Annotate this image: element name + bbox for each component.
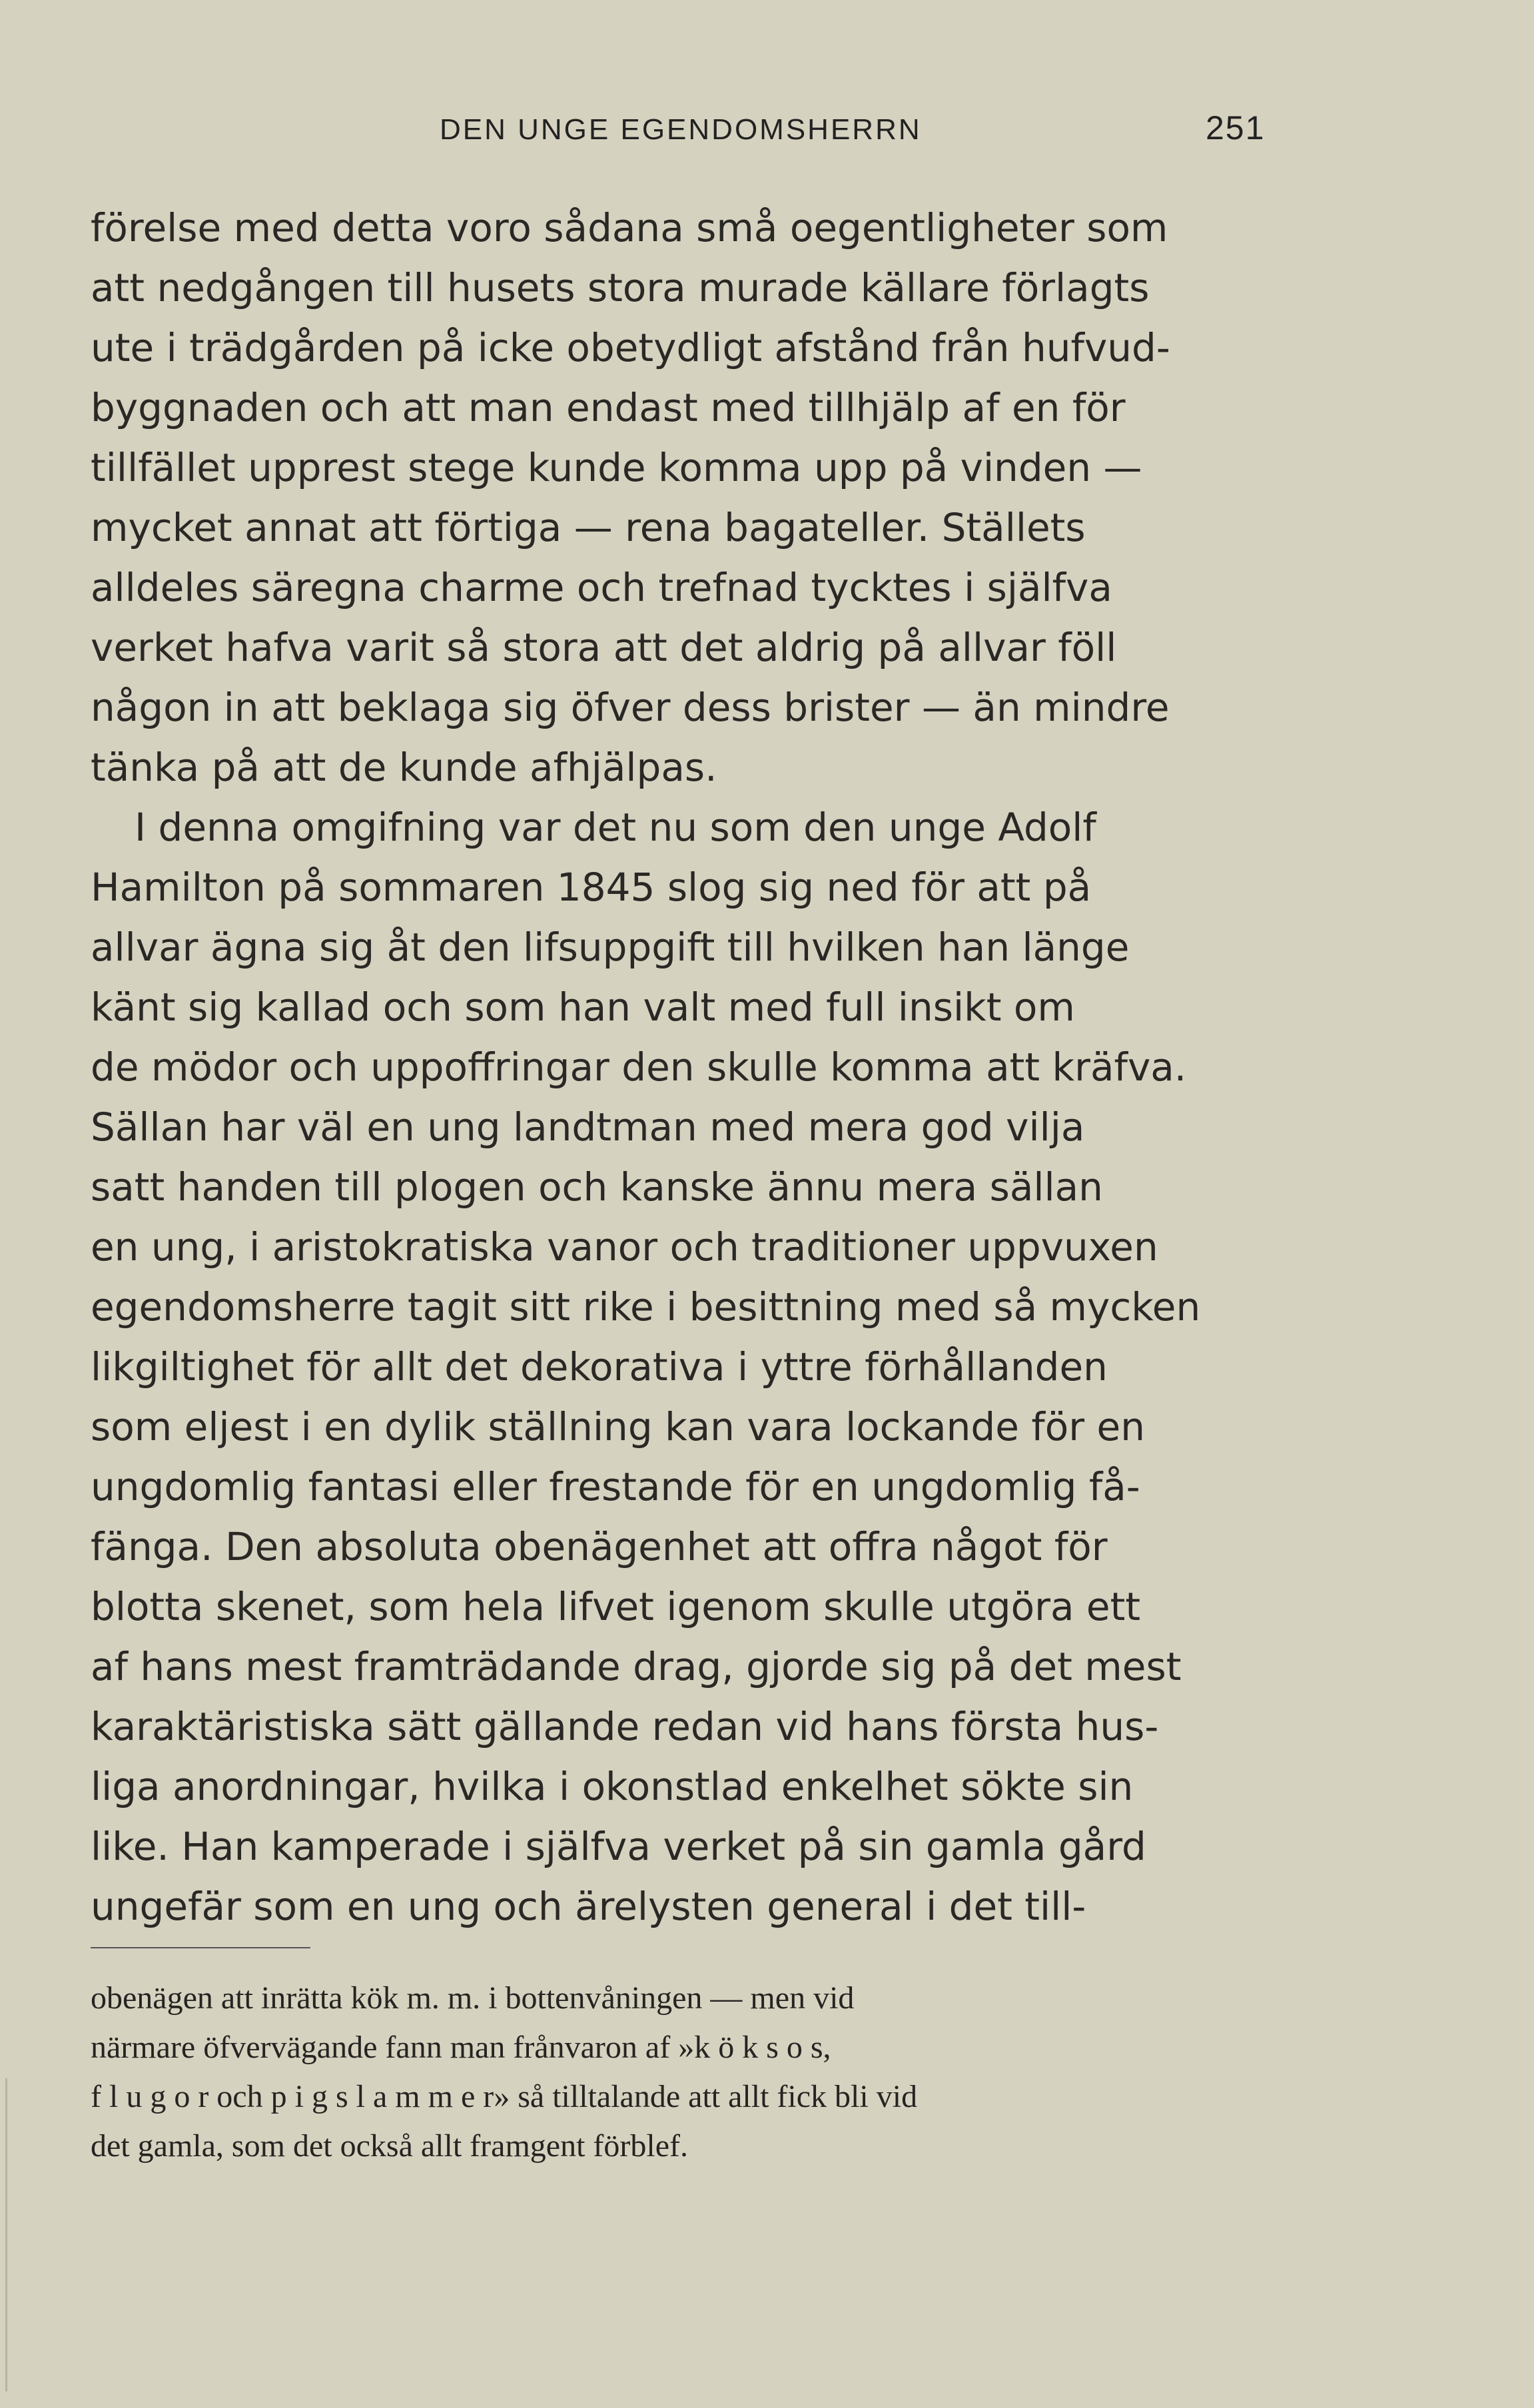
body-line: ungefär som en ung och ärelysten general i det till- [91, 1884, 1086, 1929]
body-line: att nedgången till husets stora murade källare förlagts [91, 265, 1150, 310]
body-line: fänga. Den absoluta obenägenhet att offra något för [91, 1524, 1108, 1569]
body-line: känt sig kallad och som han valt med full insikt om [91, 985, 1075, 1030]
footnote-line: det gamla, som det också allt framgent förblef. [91, 2128, 689, 2164]
body-line: egendomsherre tagit sitt rike i besittning med så mycken [91, 1284, 1201, 1330]
body-text [91, 198, 1290, 1936]
footnote [91, 1974, 1290, 2171]
body-line: tillfället upprest stege kunde komma upp på vinden — [91, 445, 1142, 490]
body-line: like. Han kamperade i själfva verket på sin gamla gård [91, 1824, 1146, 1869]
body-line: tänka på att de kunde afhjälpas. [91, 745, 717, 790]
body-line: förelse med detta voro sådana små oegentligheter som [91, 205, 1168, 250]
body-line: en ung, i aristokratiska vanor och traditioner uppvuxen [91, 1224, 1158, 1270]
body-line: af hans mest framträdande drag, gjorde sig på det mest [91, 1644, 1182, 1689]
body-line: alldeles säregna charme och trefnad tycktes i själfva [91, 565, 1112, 610]
body-line: liga anordningar, hvilka i okonstlad enkelhet sökte sin [91, 1764, 1134, 1809]
page-edge-mark [5, 2078, 7, 2391]
body-line: Hamilton på sommaren 1845 slog sig ned för att på [91, 865, 1092, 910]
body-line: de mödor och uppoffringar den skulle komma att kräfva. [91, 1044, 1187, 1090]
footnote-line: obenägen att inrätta kök m. m. i bottenvåningen — men vid [91, 1980, 855, 2016]
footnote-divider [91, 1947, 310, 1948]
body-line: verket hafva varit så stora att det aldrig på allvar föll [91, 625, 1117, 670]
running-head: DEN UNGE EGENDOMSHERRN [440, 113, 922, 146]
body-line: ungdomlig fantasi eller frestande för en ungdomlig få- [91, 1464, 1140, 1509]
body-line: mycket annat att förtiga — rena bagateller. Ställets [91, 505, 1086, 550]
body-line: byggnaden och att man endast med tillhjälp af en för [91, 385, 1126, 430]
body-line: satt handen till plogen och kanske ännu mera sällan [91, 1164, 1103, 1210]
footnote-line: f l u g o r och p i g s l a m m e r» så tilltalande att allt fick bli vid [91, 2079, 918, 2114]
footnote-line: närmare öfvervägande fann man frånvaron af »k ö k s o s, [91, 2030, 831, 2065]
body-line: karaktäristiska sätt gällande redan vid hans första hus- [91, 1704, 1159, 1749]
body-line: Sällan har väl en ung landtman med mera god vilja [91, 1104, 1085, 1150]
body-line: någon in att beklaga sig öfver dess brister — än mindre [91, 685, 1170, 730]
body-line: allvar ägna sig åt den lifsuppgift till hvilken han länge [91, 925, 1130, 970]
body-line: likgiltighet för allt det dekorativa i yttre förhållanden [91, 1344, 1108, 1390]
body-line: som eljest i en dylik ställning kan vara lockande för en [91, 1404, 1145, 1449]
paragraph-start-line: I denna omgifning var det nu som den unge Adolf [135, 805, 1096, 850]
page-number: 251 [1206, 109, 1266, 147]
body-line: ute i trädgården på icke obetydligt afstånd från hufvud- [91, 325, 1170, 370]
body-line: blotta skenet, som hela lifvet igenom skulle utgöra ett [91, 1584, 1141, 1629]
